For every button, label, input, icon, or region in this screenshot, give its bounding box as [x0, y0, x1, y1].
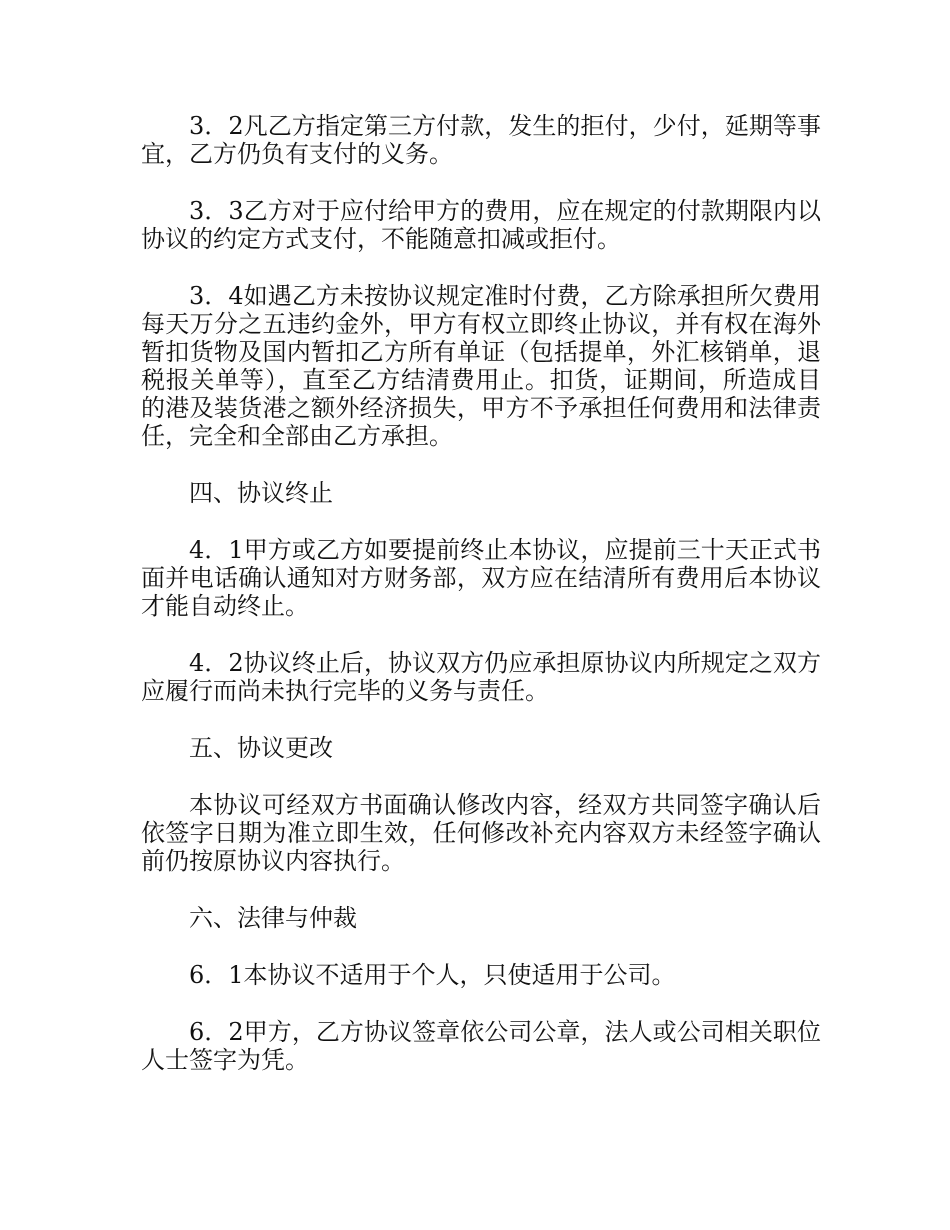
clause-3-2: 3．2凡乙方指定第三方付款，发生的拒付，少付，延期等事宜，乙方仍负有支付的义务。	[141, 112, 821, 168]
clause-4-2: 4．2协议终止后，协议双方仍应承担原协议内所规定之双方应履行而尚未执行完毕的义务与责任。	[141, 649, 821, 705]
section-heading-termination: 四、协议终止	[189, 479, 333, 507]
clause-amendment: 本协议可经双方书面确认修改内容，经双方共同签字确认后依签字日期为准立即生效，任何修改补充内容双方未经签字确认前仍按原协议内容执行。	[141, 791, 821, 875]
clause-6-1: 6．1本协议不适用于个人，只使适用于公司。	[189, 961, 676, 989]
section-heading-amendment: 五、协议更改	[189, 734, 333, 762]
section-heading-law-arbitration: 六、法律与仲裁	[189, 904, 357, 932]
document-body	[141, 112, 821, 1103]
clause-6-2: 6．2甲方，乙方协议签章依公司公章，法人或公司相关职位人士签字为凭。	[141, 1018, 821, 1074]
clause-3-3: 3．3乙方对于应付给甲方的费用，应在规定的付款期限内以协议的约定方式支付，不能随意扣减或拒付。	[141, 197, 821, 253]
clause-3-4: 3．4如遇乙方未按协议规定准时付费，乙方除承担所欠费用每天万分之五违约金外，甲方有权立即终止协议，并有权在海外暂扣货物及国内暂扣乙方所有单证（包括提单，外汇核销单，退税报关单等），直至乙方结清费用止。扣货，证期间，所造成目的港及装货港之额外经济损失，甲方不予承担任何费用和法律责任，完全和全部由乙方承担。	[141, 282, 821, 450]
clause-4-1: 4．1甲方或乙方如要提前终止本协议，应提前三十天正式书面并电话确认通知对方财务部，双方应在结清所有费用后本协议才能自动终止。	[141, 536, 821, 620]
